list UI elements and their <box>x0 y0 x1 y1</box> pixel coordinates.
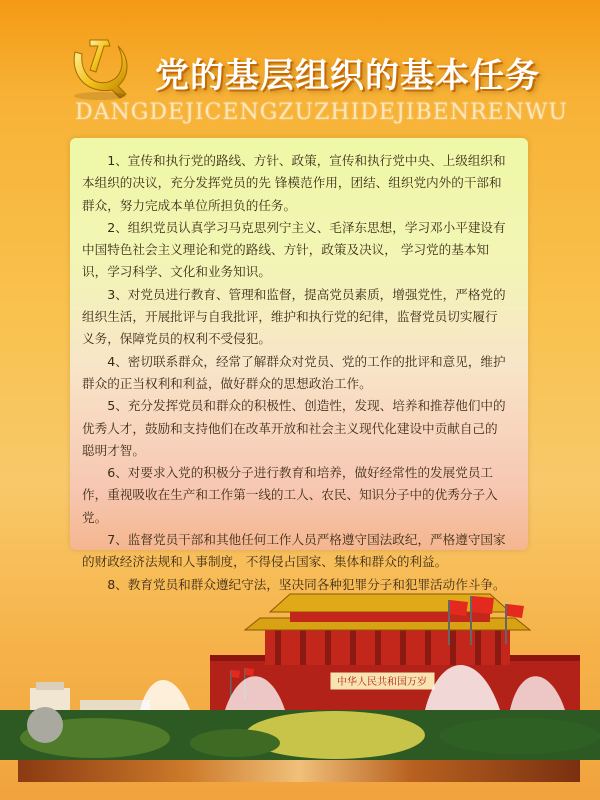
garden <box>0 707 600 760</box>
page-subtitle: DANGDEJICENGZUZHIDEJIBENRENWU <box>75 100 568 125</box>
task-item-4: 4、密切联系群众，经常了解群众对党员、党的工作的批评和意见，维护群众的正当权利和利益，做好群众的思想政治工作。 <box>82 353 506 391</box>
gate-banner-text: 中华人民共和国万岁 <box>337 677 427 688</box>
task-item-2: 2、组织党员认真学习马克思列宁主义、毛泽东思想，学习邓小平建设有中国特色社会主义理论和党的路线、方针，政策及决议， 学习党的基本知识，学习科学、文化和业务知识。 <box>82 219 506 280</box>
page-title: 党的基层组织的基本任务 <box>155 56 540 96</box>
task-item-1: 1、宣传和执行党的路线、方针、政策，宣传和执行党中央、上级组织和本组织的决议，充分发挥党员的先 锋模范作用，团结、组织党内外的干部和群众，努力完成本单位所担负的任务。 <box>82 153 506 213</box>
task-item-3: 3、对党员进行教育、管理和监督，提高党员素质，增强党性，严格党的组织生活，开展批评与自我批评，维护和执行党的纪律，监督党员切实履行义务，保障党员的权利不受侵犯。 <box>82 286 506 347</box>
tasks-panel <box>70 138 528 550</box>
task-item-6: 6、对要求入党的积极分子进行教育和培养，做好经常性的发展党员工作，重视吸收在生产和工作第一线的工人、农民、知识分子中的优秀分子入党。 <box>82 465 498 525</box>
task-item-7: 7、监督党员干部和其他任何工作人员严格遵守国法政纪，严格遵守国家 <box>107 532 506 548</box>
bottom-decor-strip <box>18 760 580 782</box>
header <box>0 0 600 130</box>
task-item-5: 5、充分发挥党员和群众的积极性、创造性，发现、培养和推荐他们中的优秀人才，鼓励和支持他们在改革开放和社会主义现代化建设中贡献自己的聪明才智。 <box>82 398 506 458</box>
tasks-list <box>70 138 528 596</box>
party-emblem-icon <box>60 32 140 102</box>
